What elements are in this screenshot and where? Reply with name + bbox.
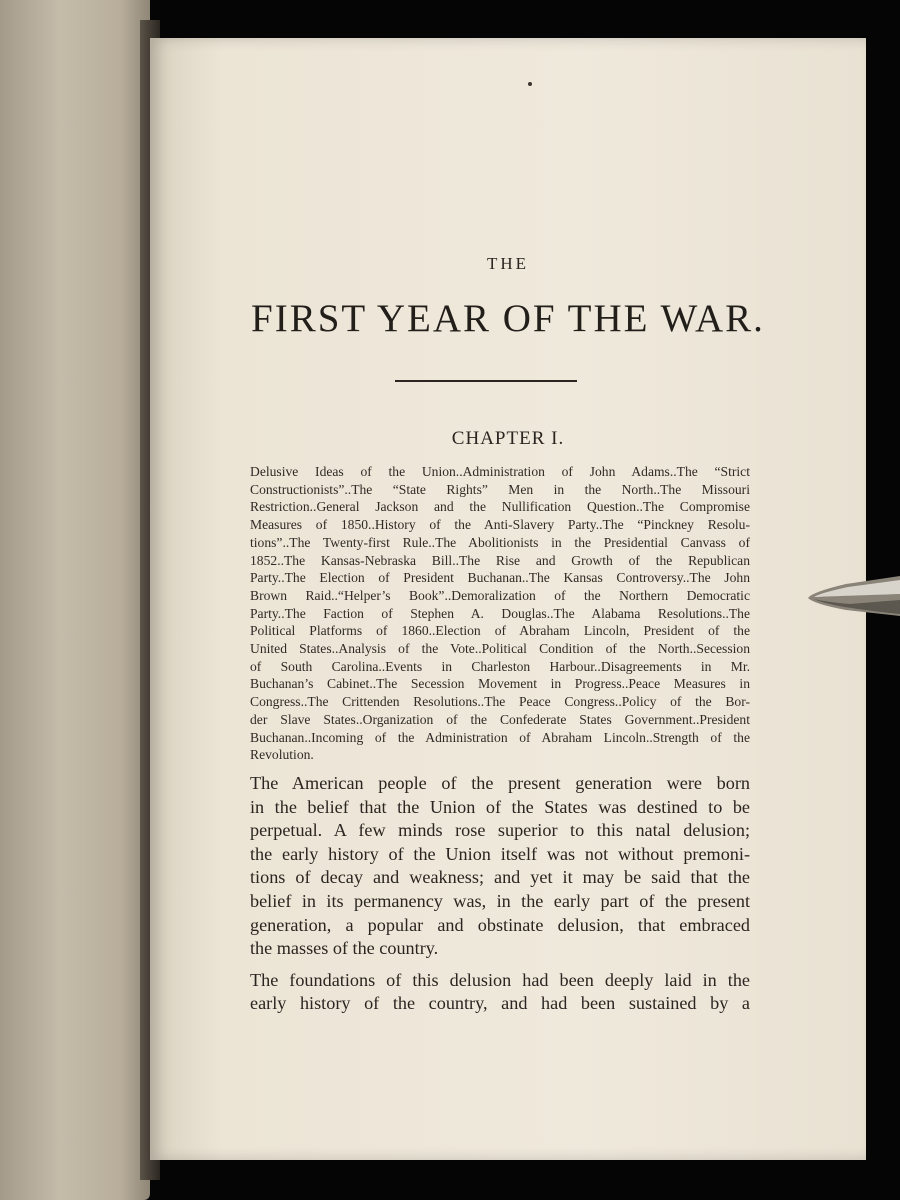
synopsis-line: Buchanan..Incoming of the Administration of Abraham Lincoln..Strength of the [250,729,750,745]
chapter-synopsis [250,463,750,764]
left-page-edge [0,0,150,1200]
synopsis-line: United States..Analysis of the Vote..Political Condition of the North..Secession [250,641,750,657]
paragraph-line: The foundations of this delusion had been deeply laid in the [250,969,750,990]
paragraph [250,772,750,961]
running-title: THE [486,254,530,273]
paragraph-line: belief in its permanency was, in the early part of the present [250,890,750,911]
synopsis-line: Party..The Election of President Buchanan..The Kansas Controversy..The John [250,570,750,586]
synopsis-line: Constructionists”..The “State Rights” Men in the North..The Missouri [250,481,750,497]
book-title: FIRST YEAR OF THE WAR. [251,297,765,340]
paragraph-line: tions of decay and weakness; and yet it may be said that the [250,867,750,888]
synopsis-line: Buchanan’s Cabinet..The Secession Movement in Progress..Peace Measures in [250,676,750,692]
paragraph-line: in the belief that the Union of the States was destined to be [250,796,750,817]
synopsis-line: of South Carolina..Events in Charleston Harbour..Disagreements in Mr. [250,658,750,674]
synopsis-line: Party..The Faction of Stephen A. Douglas..The Alabama Resolutions..The [250,605,750,621]
title-rule [395,380,577,382]
paragraph [250,969,750,1016]
synopsis-line: 1852..The Kansas-Nebraska Bill..The Rise and Growth of the Republican [250,552,750,568]
synopsis-line: tions”..The Twenty-first Rule..The Abolitionists in the Presidential Canvass of [250,534,750,550]
synopsis-line: der Slave States..Organization of the Confederate States Government..President [250,711,750,727]
page-pointer-icon [806,574,900,618]
synopsis-line: Delusive Ideas of the Union..Administration of John Adams..The “Strict [250,464,750,479]
paragraph-line: the early history of the Union itself was not without premoni- [250,843,750,864]
synopsis-line: Restriction..General Jackson and the Nullification Question..The Compromise [250,499,750,515]
synopsis-line: Congress..The Crittenden Resolutions..The Peace Congress..Policy of the Bor- [250,694,750,710]
synopsis-line: Political Platforms of 1860..Election of Abraham Lincoln, President of the [250,623,750,639]
synopsis-line: Revolution. [250,747,314,763]
paragraph-line: perpetual. A few minds rose superior to this natal delusion; [250,820,750,841]
paragraph-line: the masses of the country. [250,938,439,959]
book-page [150,38,866,1160]
paragraph-line: early history of the country, and had been sustained by a [250,993,750,1014]
synopsis-line: Measures of 1850..History of the Anti-Slavery Party..The “Pinckney Resolu- [250,517,750,533]
paragraph-line: The American people of the present generation were born [250,773,750,793]
body-text [250,772,750,1016]
synopsis-line: Brown Raid..“Helper’s Book”..Demoralization of the Northern Democratic [250,587,750,603]
paper-speck [528,82,532,86]
paragraph-line: generation, a popular and obstinate delusion, that embraced [250,914,750,935]
chapter-heading: CHAPTER I. [451,428,565,449]
